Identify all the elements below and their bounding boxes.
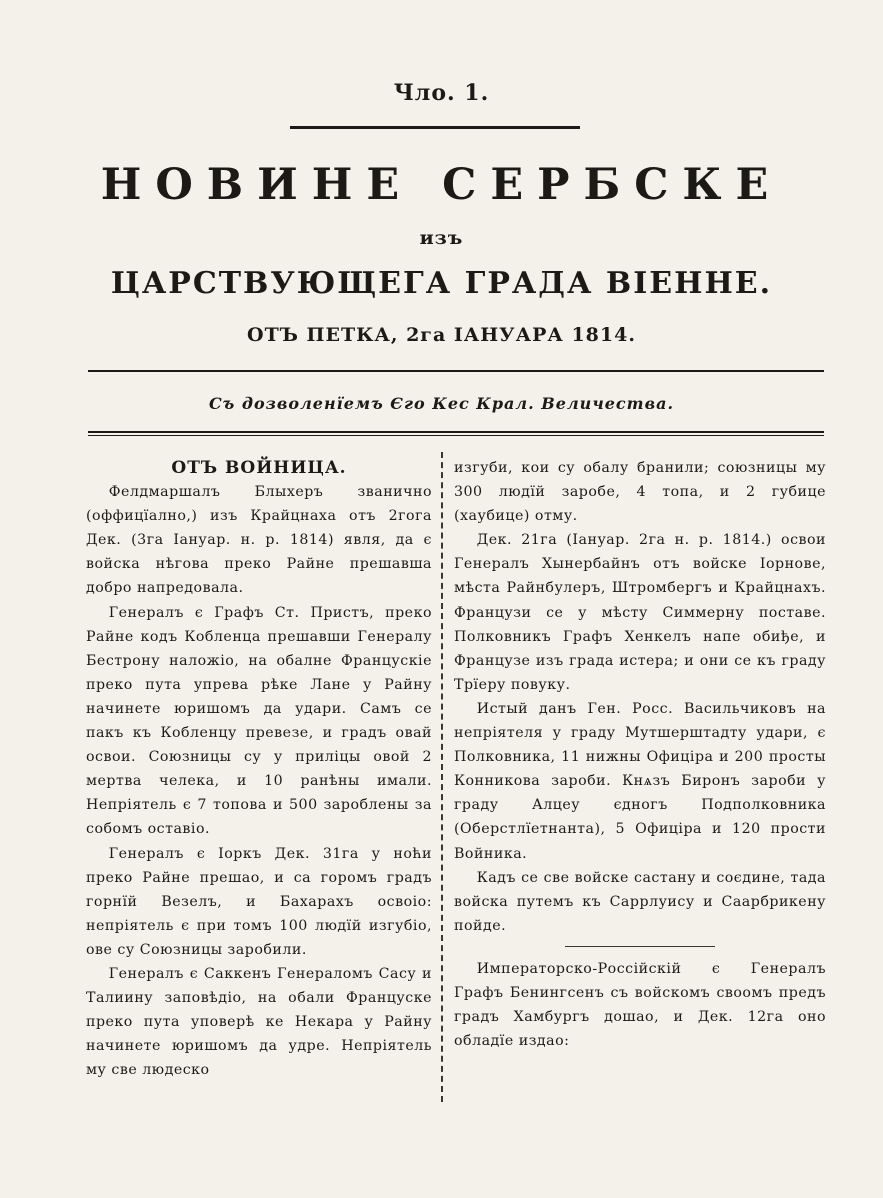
article-paragraph: Дек. 21га (Іануар. 2га н. р. 1814.) освои Генералъ Хынербайнъ отъ войске Іорнове, мѣста Райнбулеръ, Штромбергъ и Крайцнахъ. Французи се у мѣсту Симмерну поставе. Полковникъ Графъ Хенкелъ напе обиђе, и Французе изъ града истера; и они се къ граду Трїеру повуку. — [454, 532, 826, 693]
issue-date: ОТЪ ПЕТКА, 2га ІАНУАРА 1814. — [247, 324, 636, 346]
title-top-rule — [290, 126, 580, 129]
title-preposition: изъ — [419, 227, 464, 249]
imprimatur-line: Съ дозволенїемъ Єго Кес Крал. Величества. — [208, 394, 675, 413]
article-paragraph: изгуби, кои су обалу бранили; союзницы му 300 людїй заробе, 4 топа, и 2 губице (хаубице) отму. — [454, 460, 826, 525]
body-top-rule-thin — [88, 435, 824, 436]
city-line: ЦАРСТВУЮЩЕГА ГРАДА ВІЕННЕ. — [110, 266, 773, 301]
article-paragraph: Императорско-Россійскій є Генералъ Графъ Бенингсенъ съ войскомъ своомъ предъ градъ Хамбургъ дошао, и Дек. 12га оно обладїе издао: — [454, 960, 826, 1050]
right-column — [454, 456, 826, 1053]
article-separator — [565, 946, 715, 947]
article-paragraph: Генералъ є Графъ Ст. Пристъ, преко Райне кодъ Кобленца прешавши Генералу Бестрону наложіо, на обалне Францускіе преко пута упрева рѣке Лане у Райну начинете юришомъ да удари. Самъ се пакъ къ Кобленцу превезе, и градъ овай освои. Союзницы су у приліцы овой 2 мертва челека, и 10 ранѣны имали. Непріятель є 7 топова и 500 зароблены за собомъ оставіо. — [86, 604, 432, 838]
article-paragraph: Генералъ є Іоркъ Дек. 31га у ноћи преко Райне прешао, и са горомъ градъ горнїй Везелъ, и Бахарахъ освоіо: непріятель є при томъ 100 людїй изгубіо, ове су Союзницы заробили. — [86, 845, 432, 958]
column-divider — [441, 452, 443, 1102]
left-column — [86, 456, 432, 1082]
header-rule — [88, 370, 824, 372]
article-paragraph: Кадъ се све войске састану и соєдине, тада войска путемъ къ Саррлуису и Саарбрикену пойде. — [454, 869, 826, 934]
issue-number: Чло. 1. — [393, 80, 490, 106]
section-heading: ОТЪ ВОЙНИЦА. — [171, 458, 347, 478]
article-paragraph: Истый данъ Ген. Росс. Васильчиковъ на непріятеля у граду Мутшерштадту удари, є Полковника, 11 нижны Офиціра и 200 просты Конникова зароби. Кнѧзъ Биронъ зароби у граду Алцеу єдногъ Подполковника (Оберстлїетнанта), 5 Офиціра и 120 прости Войника. — [454, 700, 826, 862]
article-paragraph: Фелдмаршалъ Блыхеръ званично (оффицїално,) изъ Крайцнаха отъ 2гога Дек. (3га Іануар. н. р. 1814) явля, да є войска нѣгова преко Райне прешавша добро напредовала. — [86, 484, 432, 597]
newspaper-title: НОВИНЕ СЕРБСКЕ — [100, 160, 783, 210]
body-top-rule — [88, 431, 824, 433]
article-paragraph: Генералъ є Саккенъ Генераломъ Сасу и Талиину заповѣдіо, на обали Француске преко пута уповерѣ ке Некара у Райну начинете юришомъ да удре. Непріятель му све людеско — [86, 965, 432, 1079]
